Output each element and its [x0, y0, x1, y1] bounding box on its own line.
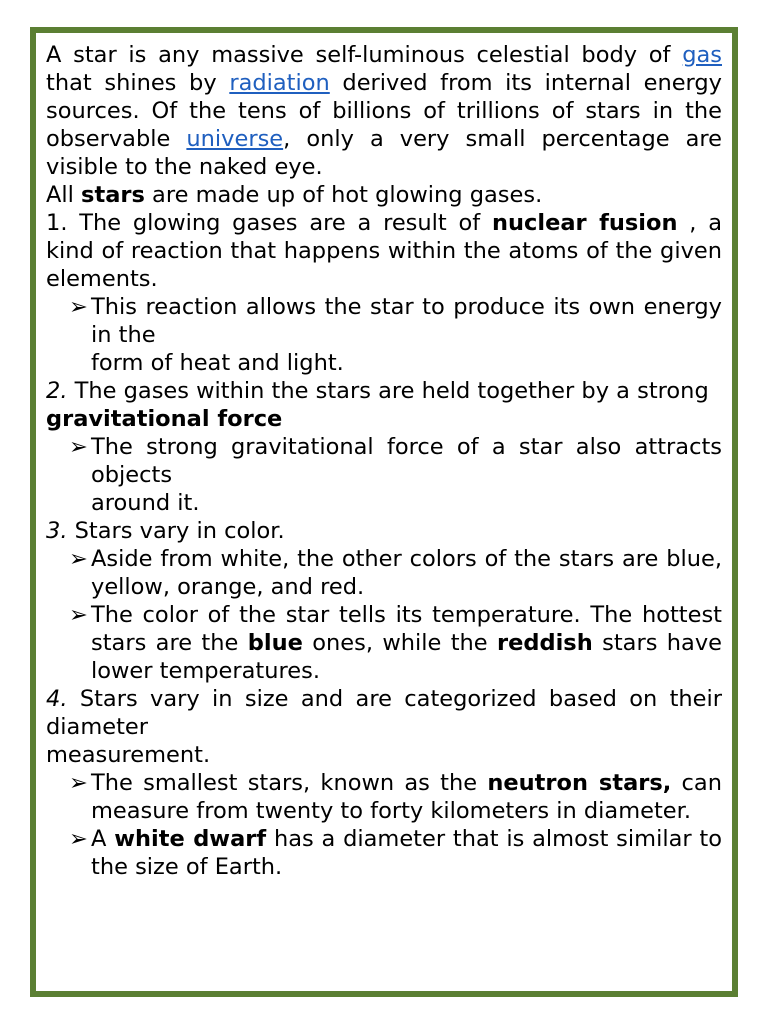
- bullet-item: [46, 601, 722, 685]
- point-1: [46, 209, 722, 293]
- stars-gases-paragraph: [46, 181, 722, 209]
- document-body: [46, 41, 722, 881]
- bullet-text: has a diameter that is almost similar to the size of Earth.: [91, 826, 722, 880]
- arrow-bullet-icon: ➢: [69, 546, 88, 572]
- bold-term: neutron stars,: [487, 770, 672, 796]
- gas-link[interactable]: gas: [682, 42, 722, 68]
- arrow-bullet-icon: ➢: [69, 770, 88, 796]
- text: The gases within the stars are held together by a strong: [67, 378, 709, 404]
- radiation-link[interactable]: radiation: [229, 70, 330, 96]
- point-number: 4.: [46, 686, 68, 712]
- arrow-bullet-icon: ➢: [69, 826, 88, 852]
- bullet-text: around it.: [91, 490, 200, 516]
- bullet-text: ones, while the: [302, 630, 498, 656]
- bold-term: reddish: [497, 630, 593, 656]
- text: , a kind of reaction that happens within the atoms of the given elements.: [46, 210, 722, 292]
- text: Stars vary in size and are categorized based on their diameter: [46, 686, 722, 740]
- text: measurement.: [46, 742, 211, 768]
- point-4-cont: [46, 741, 722, 769]
- bullet-text: can measure from twenty to forty kilometers in diameter.: [91, 770, 722, 824]
- bold-term: blue: [247, 630, 303, 656]
- text: All: [46, 182, 82, 208]
- intro-text: derived from its internal energy sources. Of the tens of billions of trillions of stars in the observable: [46, 70, 722, 152]
- intro-text: , only a very small percentage are visible to the naked eye.: [46, 126, 723, 180]
- bold-term: gravitational force: [46, 406, 283, 432]
- text: Stars vary in color.: [67, 518, 285, 544]
- page-frame: [30, 27, 738, 997]
- intro-text: that shines by: [46, 70, 230, 96]
- text: The glowing gases are a result of: [67, 210, 492, 236]
- bullet-item: [46, 433, 722, 517]
- bullet-text: This reaction allows the star to produce its own energy in the: [91, 294, 722, 348]
- bold-term: nuclear fusion: [491, 210, 678, 236]
- bullet-text: A: [91, 826, 115, 852]
- bullet-text: The strong gravitational force of a star also attracts objects: [91, 434, 722, 488]
- point-number: 3.: [46, 518, 68, 544]
- bullet-text: Aside from white, the other colors of the stars are blue, yellow, orange, and red.: [91, 546, 722, 600]
- arrow-bullet-icon: ➢: [69, 294, 88, 320]
- point-2: [46, 377, 722, 405]
- bullet-text: form of heat and light.: [91, 350, 344, 376]
- point-number: 2.: [46, 378, 68, 404]
- intro-paragraph: [46, 41, 722, 181]
- bullet-item: [46, 293, 722, 377]
- text: are made up of hot glowing gases.: [144, 182, 543, 208]
- point-3: [46, 517, 722, 545]
- point-number: 1.: [46, 210, 68, 236]
- bullet-text: The smallest stars, known as the: [91, 770, 488, 796]
- bullet-text: The color of the star tells its temperature. The hottest stars are the: [91, 602, 722, 656]
- point-2-term: [46, 405, 722, 433]
- arrow-bullet-icon: ➢: [69, 434, 88, 460]
- bullet-item: [46, 825, 722, 881]
- intro-text: A star is any massive self-luminous celestial body of: [46, 42, 683, 68]
- bullet-text: stars have lower temperatures.: [91, 630, 722, 684]
- arrow-bullet-icon: ➢: [69, 602, 88, 628]
- bold-term: white dwarf: [114, 826, 267, 852]
- bullet-item: [46, 769, 722, 825]
- universe-link[interactable]: universe: [186, 126, 284, 152]
- bullet-item: [46, 545, 722, 601]
- point-4: [46, 685, 722, 741]
- bold-term: stars: [81, 182, 145, 208]
